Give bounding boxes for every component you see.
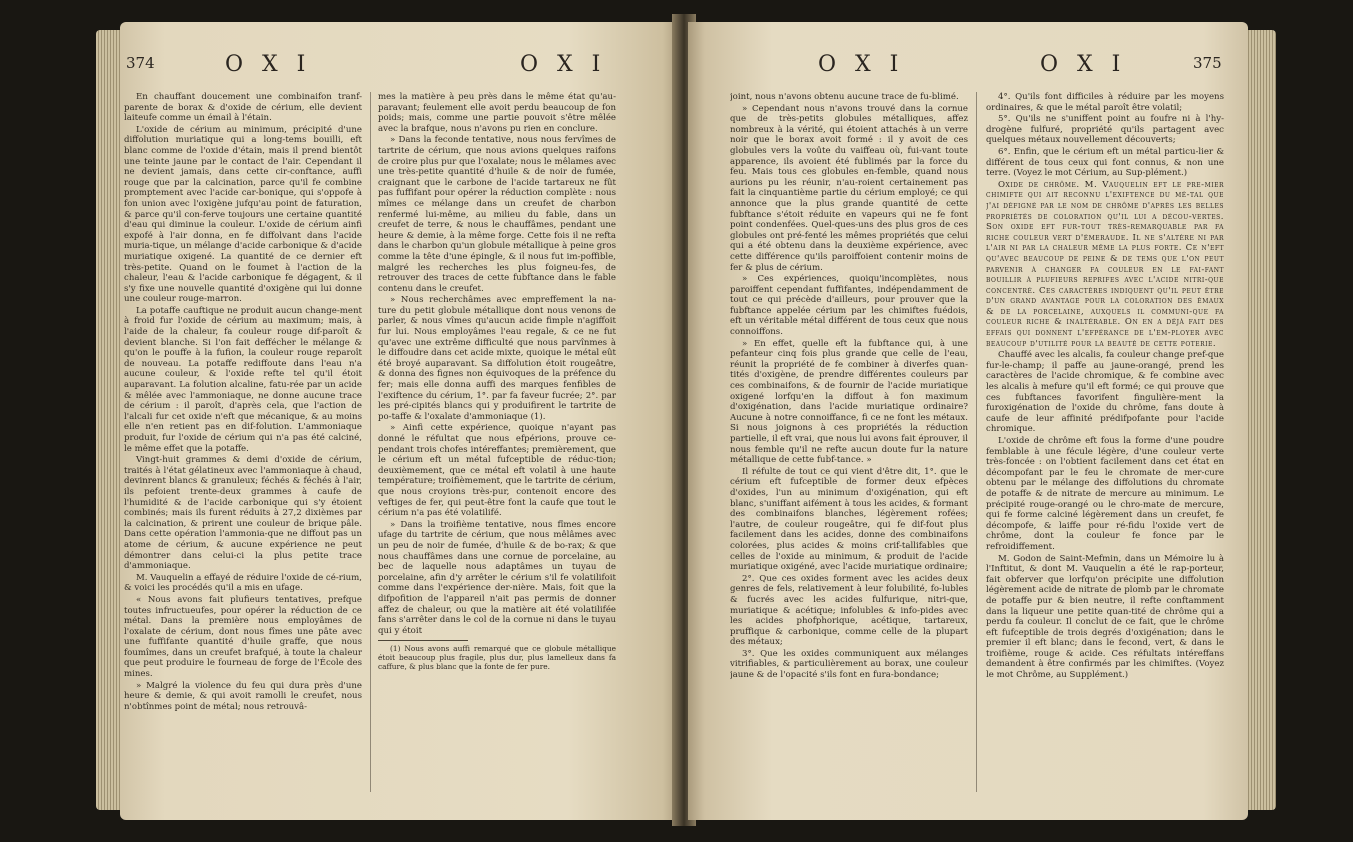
text-column-1 xyxy=(730,92,968,814)
paragraph: » En effet, quelle eft la fubftance qui, à une pefanteur cinq fois plus grande que celle de l'eau, réunit la propriété de fe combiner à diverfes quan-tités d'oxigène, de prendre différentes couleurs par ces combinaifons, & de fournir de l'acide muriatique oxigené lorfqu'en la diffout à fon maximum d'oxigénation, dans l'acide muriatique ordinaire? Aucune à notre connoiffance, fi ce ne font les métaux. Si nous joignons à ces propriétés la réduction partielle, il eft vrai, que nous lui avons fait éprouver, il nous femble qu'il ne refte aucun doute fur la nature métallique de cette fubf-tance. » xyxy=(730,338,968,466)
paragraph: » Ces expériences, quoiqu'incomplètes, nous paroiffent cependant fuffifantes, indépendamment de tout ce qui précède d'ailleurs, pour prouver que la fubftance appelée cérium par les chimiftes fuédois, eft un véritable métal différent de tous ceux que nous connoiffons. xyxy=(730,274,968,338)
running-head: O X I xyxy=(818,52,905,77)
running-head: O X I xyxy=(1040,52,1127,77)
page-edges-left xyxy=(96,30,122,810)
footnote-rule xyxy=(378,640,468,641)
right-page xyxy=(688,22,1248,820)
footnote: (1) Nous avons auffi remarqué que ce globule métallique étoit beaucoup plus fragile, plus dur, plus lamelleux dans fa caffure, & plus blanc que la fonte de fer pure. xyxy=(378,644,616,672)
page-number: 374 xyxy=(126,54,155,72)
paragraph: 5°. Qu'ils ne s'uniffent point au foufre ni à l'hy-drogène fulfuré, propriété qu'ils partagent avec quelques métaux nouvellement découverts; xyxy=(986,114,1224,146)
paragraph: » Malgré la violence du feu qui dura près d'une heure & demie, & qui avoit ramolli le creufet, nous n'obtînmes point de métal; nous retrouvâ- xyxy=(124,680,362,712)
paragraph: M. Godon de Saint-Mefmin, dans un Mémoire lu à l'Inftitut, & dont M. Vauquelin a été le rap-porteur, fait obferver que lorfqu'on précipite une diffolution légèrement acide de nitrate de plomb par le chromate de potaffe pur & bien neutre, il refte conftamment dans la liqueur une petite quan-tité de chrôme qui a perdu fa couleur. Il conclut de ce fait, que le chrôme eft fufceptible de trois degrés d'oxigénation; dans le premier il eft blanc; dans le fecond, vert, & dans le troifième, rouge & acide. Ces réfultats intéreffans demandent à être confirmés par les chimiftes. (Voyez le mot Chrôme, au Supplément.) xyxy=(986,553,1224,681)
paragraph: 4°. Qu'ils font difficiles à réduire par les moyens ordinaires, & que le métal paroît être volatil; xyxy=(986,92,1224,113)
column-rule xyxy=(370,92,371,792)
text-column-1 xyxy=(124,92,362,814)
article-heading-paragraph: Oxide de chrôme. M. Vauquelin eft le pre-mier chimifte qui ait reconnu l'exiftence du mé-tal que j'ai défigné par le nom de chrôme d'après les belles propriétés de coloration qu'il lui a décou-vertes. Son oxide eft fur-tout très-remarquable par fa riche couleur vert d'émeraude. Il ne s'altère ni par l'air ni par la chaleur même la plus forte. Ce n'eft qu'avec beaucoup de peine & de tems que l'on peut parvenir à changer fa couleur en le fai-fant bouillir à plufieurs reprifes avec l'acide nitri-que concentré. Ces caractères indiquent qu'il peut être d'un grand avantage pour la coloration des émaux & de la porcelaine, auxquels il communi-que fa couleur riche & inaltérable. On en a déjà fait des effais qui donnent l'efpérance de l'em-ployer avec beaucoup d'utilité pour la beauté de cette poterie. xyxy=(986,179,1224,349)
text-column-2 xyxy=(378,92,616,814)
page-edges-right xyxy=(1246,30,1276,810)
paragraph: joint, nous n'avons obtenu aucune trace de fu-blimé. xyxy=(730,92,959,102)
paragraph: » Dans la feconde tentative, nous nous fervîmes de tartrite de cérium, que nous avions quelques raifons de croire plus pur que l'oxalate; nous le mêlames avec une très-petite quantité d'huile & de noir de fumée, craignant que le carbone de l'acide tartareux ne fût pas fuffifant pour opérer la réduction complète : nous mîmes ce mélange dans un creufet de charbon renfermé lui-même, au milieu du fable, dans un creufet de terre, & nous le chauffâmes, pendant une heure & demie, à la même forge. Cette fois il ne refta dans le charbon qu'un globule métallique à peine gros comme la tête d'une épingle, & il nous fut im-poffible, malgré les recherches les plus foigneu-fes, de retrouver des traces de cette fubftance dans le fable contenu dans le creufet. xyxy=(378,135,616,294)
text-column-2 xyxy=(986,92,1224,814)
page-number: 375 xyxy=(1193,54,1222,72)
paragraph: « Nous avons fait plufieurs tentatives, prefque toutes infructueufes, pour opérer la réduction de ce métal. Dans la première nous employâmes de l'oxalate de cérium, dont nous fîmes une pâte avec une fuffifante quantité d'huile graffe, que nous foumîmes, dans un creufet brafqué, à toute la chaleur que peut produire le fourneau de forge de l'École des mines. xyxy=(124,594,362,680)
paragraph: L'oxide de cérium au minimum, précipité d'une diffolution muriatique qui a long-tems bouilli, eft blanc comme de l'oxide d'étain, mais il prend bientôt une teinte jaune par le contact de l'air. Cependant il ne devient jamais, dans cette cir-conftance, auffi rouge que par la calcination, parce qu'il fe combine promptement avec l'acide car-bonique, qui s'oppofe à fon union avec l'oxigène jufqu'au point de faturation, & parce qu'il con-ferve toujours une certaine quantité d'eau qui diminue la couleur. L'oxide de cérium ainfi expofé à l'air donna, en fe diffolvant dans l'acide muria-tique, un mélange d'acide carbonique & d'acide muriatique oxigené. La quantité de ce dernier eft très-petite. Quand on le foumet à l'action de la chaleur, l'eau & l'acide carbonique fe dégagent, & il s'y fixe une nouvelle quantité d'oxigène qui lui donne une couleur rouge-marron. xyxy=(124,124,362,305)
paragraph: 3°. Que les oxides communiquent aux mélanges vitrifiables, & particulièrement au borax, une couleur jaune & de l'opacité s'ils font en fura-bondance; xyxy=(730,648,968,681)
paragraph: Chauffé avec les alcalis, fa couleur change pref-que fur-le-champ; il paffe au jaune-orangé, prend les caractères de l'acide chromique, & fe combine avec les alcalis à mefure qu'il eft formé; ce qui prouve que ces fubftances favorifent fingulière-ment la furoxigénation de l'oxide du chrôme, fans doute à caufe de leur affinité prédifpofante pour l'acide chromique. xyxy=(986,350,1224,435)
paragraph: » Dans la troifième tentative, nous fîmes encore ufage du tartrite de cérium, que nous mêlâmes avec un peu de noir de fumée, d'huile & de bo-rax; & que nous chauffâmes dans une cornue de porcelaine, au bec de laquelle nous adaptâmes un tuyau de porcelaine, afin d'y arrêter le cérium s'il fe volatilifoit comme dans l'expérience der-nière. Mais, foit que la difpofition de l'appareil n'ait pas permis de donner affez de chaleur, ou que la matière ait été volatilifée fans s'arrêter dans le col de la cornue ni dans le tuyau qui y étoit xyxy=(378,519,616,636)
paragraph: 6°. Enfin, que le cérium eft un métal particu-lier & différent de tous ceux qui font connus, & non une terre. (Voyez le mot Cérium, au Sup-plément.) xyxy=(986,146,1224,179)
running-head: O X I xyxy=(225,52,312,77)
running-head: O X I xyxy=(520,52,607,77)
paragraph: Il réfulte de tout ce qui vient d'être dit, 1°. que le cérium eft fufceptible de former deux efpèces d'oxides, l'un au minimum d'oxigénation, qui eft blanc, s'uniffant aifément à tous les acides, & formant des combinaifons blanches, légèrement rofées; l'autre, de couleur rougeâtre, qui fe dif-fout plus facilement dans les acides, donne des combinaifons colorées, plus acides & moins crif-tallifables que celles de l'oxide au minimum, & produit de l'acide muriatique oxigéné, avec l'acide muriatique ordinaire; xyxy=(730,466,968,573)
paragraph: » Ainfi cette expérience, quoique n'ayant pas donné le réfultat que nous efpérions, prouve ce-pendant trois chofes intéreffantes; premièrement, que le cérium eft un métal fufceptible de réduc-tion; deuxièmement, que ce métal eft volatil à une haute température; troifièmement, que le tartrite de cérium, que nous croyions très-pur, contenoit encore des veftiges de fer, qui peut-être font la caufe que tout le cérium n'a pas été volatilifé. xyxy=(378,423,616,519)
paragraph: mes la matière à peu près dans le même état qu'au-paravant; feulement elle avoit perdu beaucoup de fon poids; mais, comme une partie pouvoit s'être mêlée avec la brafque, nous n'avons pu rien en conclure. xyxy=(378,92,616,134)
paragraph: La potaffe cauftique ne produit aucun change-ment à froid fur l'oxide de cérium au maximum; mais, à l'aide de la chaleur, fa couleur rouge dif-paroît & devient blanche. Si l'on fait deffécher le mélange & qu'on le pouffe à la fufion, la couleur rouge reparoît de nouveau. La potaffe rediffoute dans l'eau n'a aucune couleur, & l'oxide refte tel qu'il étoit auparavant. La folution alcaline, fatu-rée par un acide & mêlée avec l'ammoniaque, ne donne aucune trace de cérium : il paroît, d'après cela, que l'action de l'alcali fur cet oxide n'eft que mécanique, & au moins elle n'en retient pas en dif-folution. L'ammoniaque produit, fur l'oxide de cérium qui n'a pas été calciné, le même effet que la potaffe. xyxy=(124,305,362,454)
column-rule xyxy=(976,92,977,792)
paragraph: M. Vauquelin a effayé de réduire l'oxide de cé-rium, & voici les procédés qu'il a mis en ufage. xyxy=(124,572,362,594)
paragraph: 2°. Que ces oxides forment avec les acides deux genres de fels, relativement à leur folubilité, fo-lubles & fucrés avec les acides fulfurique, nitri-que, muriatique & acétique; infolubles & info-pides avec les acides phofphorique, acétique, tartareux, pruffique & carbonique, comme celle de la plupart des métaux; xyxy=(730,573,968,648)
paragraph: » Nous recherchâmes avec empreffement la na-ture du petit globule métallique dont nous venons de parler, & nous vîmes qu'aucun acide fimple n'agiffoit fur lui. Nous employâmes l'eau regale, & ce ne fut qu'avec une extrême difficulté que nous parvînmes à le diffoudre dans cet acide mixte, quoique le métal eût été broyé auparavant. Sa diffolution étoit rougeâtre, & donna des fignes non équivoques de la préfence du fer; mais elle donna auffi des marques fenfibles de l'exiftence du cérium, 1°. par fa faveur fucrée; 2°. par les pré-cipités blancs qui y produifirent le tartrite de po-taffe & l'oxalate d'ammoniaque (1). xyxy=(378,295,616,422)
paragraph: En chauffant doucement une combinaifon tranf-parente de borax & d'oxide de cérium, elle devient laiteufe comme un émail à l'étain. xyxy=(124,92,362,124)
paragraph: Vingt-huit grammes & demi d'oxide de cérium, traités à l'état gélatineux avec l'ammoniaque à chaud, devinrent blancs & granuleux; féchés & féchés à l'air, ils pefoient trente-deux grammes à caufe de l'humidité & de l'acide carbonique qui s'y étoient combinés; mais ils furent réduits à 27,2 dixièmes par la calcination, & prirent une couleur de brique pâle. Dans cette opération l'ammonia-que ne diffout pas un atome de cérium, & aucune expérience ne peut démontrer dans celui-ci la plus petite trace d'ammoniaque. xyxy=(124,455,362,572)
left-page xyxy=(120,22,680,820)
paragraph: L'oxide de chrôme eft fous la forme d'une poudre femblable à une fécule légère, d'une couleur verte très-foncée : on l'obtient facilement dans cet état en décompofant par le feu le chromate de mer-cure obtenu par le mélange des diffolutions du chromate de potaffe & de nitrate de mercure au minimum. Le précipité rouge-orangé ou le chro-mate de mercure, qui fe forme calciné légèrement dans un creufet, fe décompofe, & laiffe pour ré-fidu l'oxide vert de chrôme, dont la couleur fe fonce par le refroidiffement. xyxy=(986,436,1224,552)
paragraph: » Cependant nous n'avons trouvé dans la cornue que de très-petits globules métalliques, affez nombreux à la vérité, qui étoient attachés à un verre noir que le borax avoit formé : il y avoit de ces globules vers la voûte du vaiffeau où, fui-vant toute apparence, ils avoient été fublimés par la force du feu. Mais tous ces globules en-femble, quand nous aurions pu les réunir, n'au-roient certainement pas fait la cinquantième partie du cérium employé; ce qui annonce que la plus grande quantité de cette fubftance s'étoit réduite en vapeurs qui ne fe font point condenfées. Quel-ques-uns des plus gros de ces globules ont pré-fenté les mêmes propriétés que celui qui a été obtenu dans la deuxième expérience, avec cette différence qu'ils paroiffoient contenir moins de fer & plus de cérium. xyxy=(730,103,968,273)
